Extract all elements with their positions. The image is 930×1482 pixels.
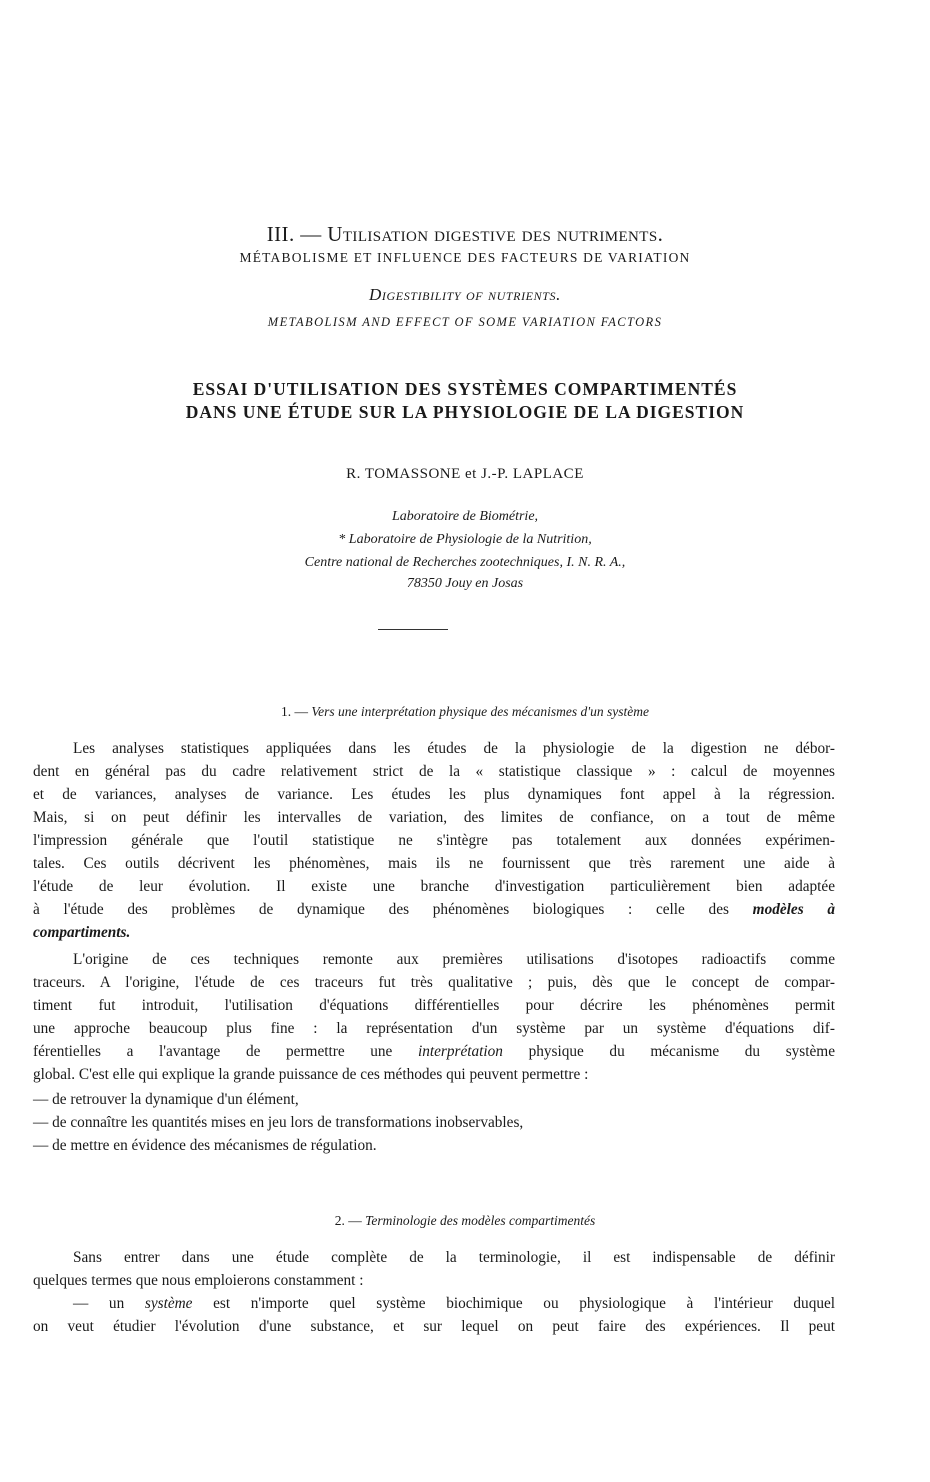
text-run: férentielles a l'avantage de permettre une [33,1043,393,1060]
paper-title-line-2: DANS UNE ÉTUDE SUR LA PHYSIOLOGIE DE LA DIGESTION [185,402,745,422]
paragraph-line [73,1293,835,1315]
paragraph-line: Mais, si on peut définir les intervalles de variation, des limites de confiance, on a tout de même [33,809,835,826]
paragraph-line: dent en général pas du cadre relativement strict de la « statistique classique » : calcul de moyennes [33,763,835,780]
affiliation-line: 78350 Jouy en Josas [406,576,524,591]
paragraph-line: une approche beaucoup plus fine : la représentation d'un système par un système d'équations dif- [33,1020,835,1037]
section-2-heading [0,1213,930,1229]
paragraph-line: on veut étudier l'évolution d'une substance, et sur lequel on peut faire des expériences. Il peut [33,1318,835,1335]
paragraph-line: l'impression générale que l'outil statistique ne s'intègre pas totalement aux données expérimen- [33,832,835,849]
paragraph-line: l'étude de leur évolution. Il existe une branche d'investigation particulièrement bien adaptée [33,878,835,895]
authors: R. TOMASSONE et J.-P. LAPLACE [346,466,584,482]
emphasis-term: interprétation [417,1043,503,1060]
section-2-number: 2. [334,1213,345,1228]
paragraph-line [33,899,835,921]
paragraph-line: timent fut introduit, l'utilisation d'équations différentielles pour décrire les phénomènes permit [33,997,835,1014]
paragraph-line: global. C'est elle qui explique la grande puissance de ces méthodes qui peuvent permettre : [33,1066,589,1083]
list-item: — de connaître les quantités mises en jeu lors de transformations inobservables, [33,1114,524,1131]
text-run: — un [73,1295,125,1312]
section-subheading-fr: MÉTABOLISME ET INFLUENCE DES FACTEURS DE VARIATION [239,250,691,265]
section-subheading-en: METABOLISM AND EFFECT OF SOME VARIATION FACTORS [267,315,663,329]
paper-title-line-1: ESSAI D'UTILISATION DES SYSTÈMES COMPARTIMENTÉS [192,379,738,399]
paragraph-line: Sans entrer dans une étude complète de la terminologie, il est indispensable de définir [73,1249,835,1266]
text-run: physique du mécanisme du système [528,1043,835,1060]
section-1-number: 1. [280,704,292,719]
em-dash: — [348,1213,366,1228]
paragraph-line [33,922,835,944]
section-heading-fr: III. — Utilisation digestive des nutriments. [266,222,664,246]
affiliation-line: Centre national de Recherches zootechniques, I. N. R. A., [304,555,626,570]
emphasis-term: modèles à [752,901,836,918]
text-run: est n'importe quel système biochimique ou physiologique à l'intérieur duquel [213,1295,836,1312]
emphasis-term: compartiments. [33,924,131,941]
section-1-heading [0,704,930,720]
affiliation-line: Laboratoire de Biométrie, [391,509,539,524]
paragraph-line: tales. Ces outils décrivent les phénomènes, mais ils ne fournissent que très rarement une aide à [33,855,835,872]
paragraph-line [33,1041,835,1063]
affiliation-line: * Laboratoire de Physiologie de la Nutrition, [338,532,592,547]
em-dash: — [294,704,312,719]
paragraph-line: Les analyses statistiques appliquées dans les études de la physiologie de la digestion ne débor- [73,740,835,757]
section-2-title: Terminologie des modèles compartimentés [365,1213,596,1228]
paragraph-line: L'origine de ces techniques remonte aux premières utilisations d'isotopes radioactifs comme [73,951,835,968]
section-heading-en: Digestibility of nutrients. [369,285,561,304]
paragraph-line: et de variances, analyses de variance. Les études les plus dynamiques font appel à la régression. [33,786,835,803]
emphasis-term: système [144,1295,193,1312]
title-divider [378,629,448,630]
text-run: à l'étude des problèmes de dynamique des phénomènes biologiques : celle des [33,901,729,918]
paragraph-line: traceurs. A l'origine, l'étude de ces traceurs fut très qualitative ; puis, dès que le concept de compar- [33,974,835,991]
paragraph-line: quelques termes que nous emploierons constamment : [33,1272,364,1289]
list-item: — de mettre en évidence des mécanismes de régulation. [33,1137,377,1154]
list-item: — de retrouver la dynamique d'un élément, [33,1091,299,1108]
section-1-title: Vers une interprétation physique des mécanismes d'un système [311,704,650,719]
